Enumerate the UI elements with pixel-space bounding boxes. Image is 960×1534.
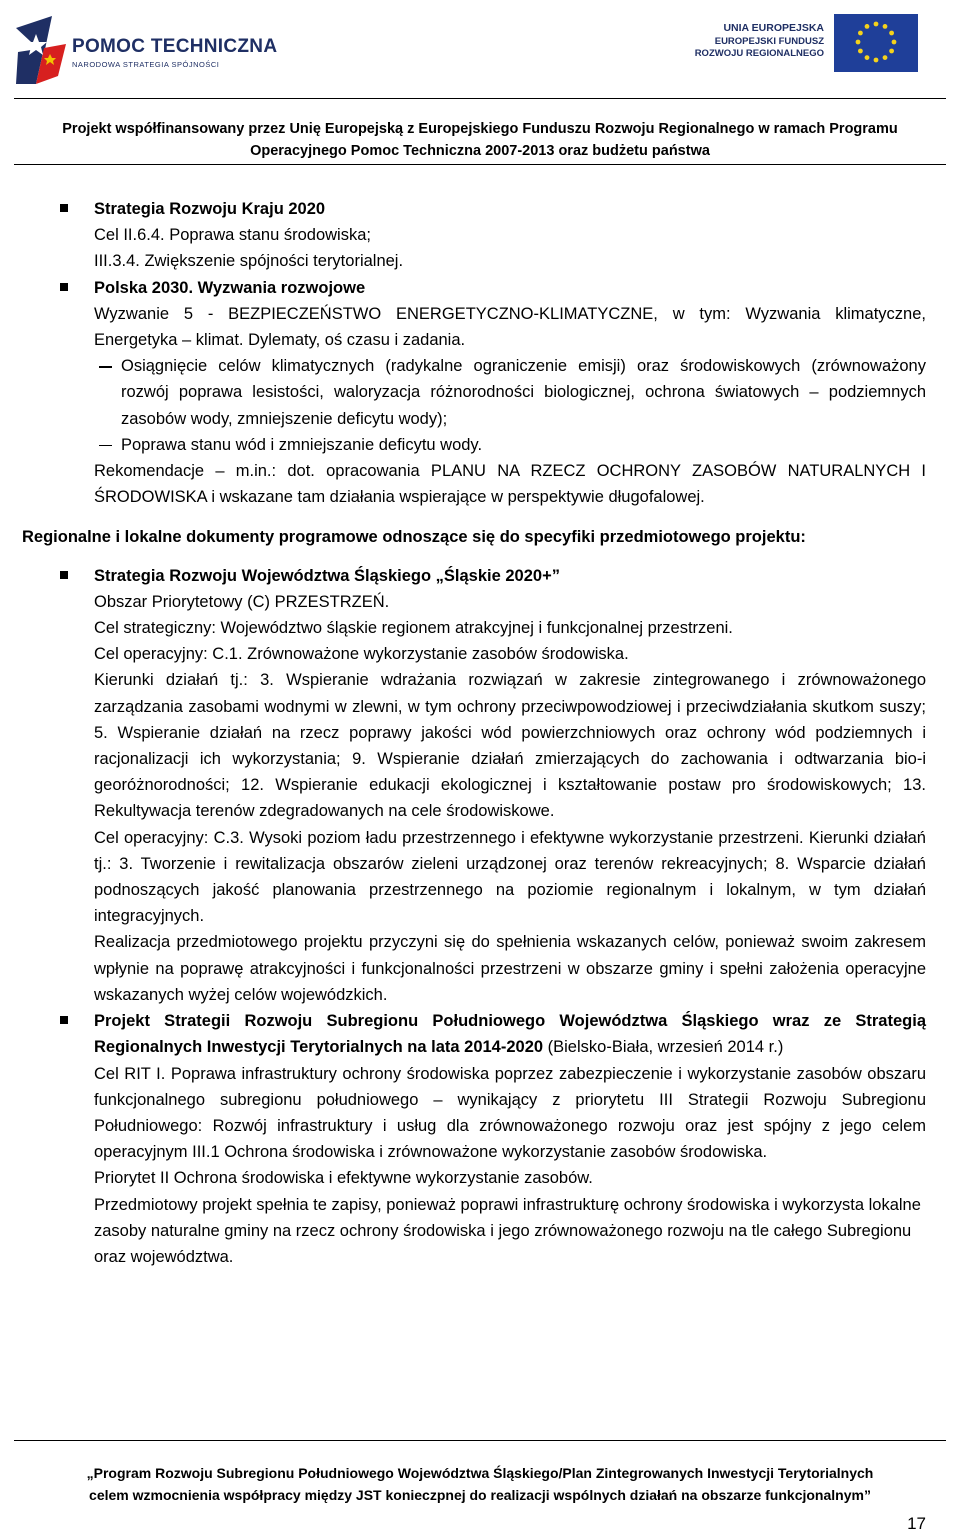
cel-line-2: III.3.4. Zwiększenie spójności terytorialnej. xyxy=(94,252,404,271)
square-bullet-icon xyxy=(60,571,68,579)
slaskie-p5: Cel operacyjny: C.3. Wysoki poziom ładu przestrzennego i efektywne wykorzystanie przestrzeni. Kierunki działań tj.: 3. Tworzenie i rewitalizacja obszarów zieleni urządzonej oraz terenów rekreacyjnych; 8. Wsparcie działań podnoszących jakość planowania przestrzennego na poziomie regionalnym i lokalnym, w tym działań integracyjnych. xyxy=(94,828,926,926)
bullet-polska-2030: Polska 2030. Wyzwania rozwojowe xyxy=(22,275,926,301)
eu-logo-line2: EUROPEJSKI FUNDUSZ xyxy=(714,36,824,47)
subregion-p3: Przedmiotowy projekt spełnia te zapisy, ponieważ poprawi infrastrukturę ochrony środowiska i wykorzysta lokalne zasoby naturalne gminy na rzecz ochrony środowiska i jego zrównoważonego rozwoju na tle całego Subregionu oraz województwa. xyxy=(94,1195,921,1266)
footer-line-2: celem wzmocnienia współpracy między JST konieczpnej do realizacji wspólnych działań na obszarze funkcjonalnym” xyxy=(89,1487,871,1503)
footer-line-1: „Program Rozwoju Subregionu Południowego Województwa Śląskiego/Plan Zintegrowanych Inwestycji Terytorialnych xyxy=(86,1465,874,1481)
project-funding-note xyxy=(0,118,960,162)
subregion-p2: Priorytet II Ochrona środowiska i efektywne wykorzystanie zasobów. xyxy=(94,1169,593,1188)
square-bullet-icon xyxy=(60,204,68,212)
subregion-p1: Cel RIT I. Poprawa infrastruktury ochrony środowiska poprzez zabezpieczenie i wykorzystanie zasobów obszaru funkcjonalnego subregionu południowego – wynikający z priorytetu III Strategii Rozwoju Subregionu Południowego: Rozwój infrastruktury i usług dla zrównoważonego rozwoju oraz jest spójny z jego celem operacyjnym III.1 Ochrona środowiska i zrównoważone wykorzystanie zasobów środowiska. xyxy=(94,1064,926,1162)
bullet-strategia-slaskie: Strategia Rozwoju Województwa Śląskiego „Śląskie 2020+” xyxy=(22,563,926,589)
star-flag-icon xyxy=(14,14,68,86)
eu-logo xyxy=(688,14,918,74)
project-line-1: Projekt współfinansowany przez Unię Europejską z Europejskiego Funduszu Rozwoju Regionalnego w ramach Programu xyxy=(62,121,898,137)
dash-bullet-icon xyxy=(99,366,112,368)
section-heading: Regionalne i lokalne dokumenty programowe odnoszące się do specyfiki przedmiotowego projektu: xyxy=(22,528,806,547)
cel-line-1: Cel II.6.4. Poprawa stanu środowiska; xyxy=(94,226,371,245)
bullet-strategia-rozwoju-kraju: Strategia Rozwoju Kraju 2020 xyxy=(22,196,926,222)
dash-item-2: Poprawa stanu wód i zmniejszanie deficytu wody. xyxy=(22,432,926,458)
page-footer xyxy=(0,1462,960,1506)
bullet-subregion-strategy: Projekt Strategii Rozwoju Subregionu Południowego Województwa Śląskiego wraz ze Strategią Regionalnych Inwestycji Terytorialnych na lata 2014-2020 (Bielsko-Biała, wrzesień 2014 r.) xyxy=(22,1008,926,1060)
slaskie-p4: Kierunki działań tj.: 3. Wspieranie wdrażania rozwiązań w zakresie zintegrowanego i zrównoważonego zarządzania zasobami wodnymi w zlewni, w tym ochrony przeciwpowodziowej i przeciwdziałania skutkom suszy; 5. Wspieranie działań na rzecz poprawy jakości wód powierzchniowych oraz ochrony wód podziemnych i racjonalizacji ich wykorzystania; 9. Wspieranie działań zmierzających do zachowania i odtwarzania bio-i georóżnorodności; 12. Wspieranie edukacji ekologicznej i kształtowanie postaw pro środowiskowych; 13. Rekultywacja terenów zdegradowanych na cele środowiskowe. xyxy=(94,671,926,821)
eu-flag-icon xyxy=(834,14,918,72)
footer-divider xyxy=(14,1440,946,1441)
project-divider xyxy=(14,164,946,165)
wyzwanie-text: Wyzwanie 5 - BEZPIECZEŃSTWO ENERGETYCZNO-KLIMATYCZNE, w tym: Wyzwania klimatyczne, Energetyka – klimat. Dylematy, oś czasu i zadania. xyxy=(94,304,926,350)
slaskie-p1: Obszar Priorytetowy (C) PRZESTRZEŃ. xyxy=(94,592,390,611)
slaskie-p6: Realizacja przedmiotowego projektu przyczyni się do spełnienia wskazanych celów, ponieważ swoim zakresem wpłynie na poprawę atrakcyjności i funkcjonalności przestrzeni w obszarze gminy i spełni założenia operacyjne wskazanych wyżej celów wojewódzkich. xyxy=(94,933,926,1004)
document-body xyxy=(22,196,926,1270)
dash-item-1: Osiągnięcie celów klimatycznych (radykalne ograniczenie emisji) oraz środowiskowych (zrównoważony rozwój poprawa lesistości, waloryzacja różnorodności biologicznej, ochrona światowych – podziemnych zasobów wody, zmniejszenie deficytu wody); xyxy=(22,353,926,432)
page-number: 17 xyxy=(907,1514,926,1533)
dash-bullet-icon xyxy=(99,445,112,447)
logo-left-subtitle: NARODOWA STRATEGIA SPÓJNOŚCI xyxy=(72,60,220,69)
square-bullet-icon xyxy=(60,1016,68,1024)
eu-logo-line1: UNIA EUROPEJSKA xyxy=(723,22,824,34)
page-header xyxy=(0,0,960,98)
rekomendacje-text: Rekomendacje – m.in.: dot. opracowania PLANU NA RZECZ OCHRONY ZASOBÓW NATURALNYCH I ŚRODOWISKA i wskazane tam działania wspierające w perspektywie długofalowej. xyxy=(94,462,926,507)
pomoc-techniczna-logo xyxy=(14,14,278,86)
square-bullet-icon xyxy=(60,283,68,291)
project-line-2: Operacyjnego Pomoc Techniczna 2007-2013 oraz budżetu państwa xyxy=(250,143,710,159)
slaskie-p3: Cel operacyjny: C.1. Zrównoważone wykorzystanie zasobów środowiska. xyxy=(94,645,629,664)
slaskie-p2: Cel strategiczny: Województwo śląskie regionem atrakcyjnej i funkcjonalnej przestrzeni. xyxy=(94,619,733,638)
logo-left-name: POMOC TECHNICZNA xyxy=(72,36,278,57)
header-divider xyxy=(14,98,946,99)
eu-logo-line3: ROZWOJU REGIONALNEGO xyxy=(694,48,824,59)
